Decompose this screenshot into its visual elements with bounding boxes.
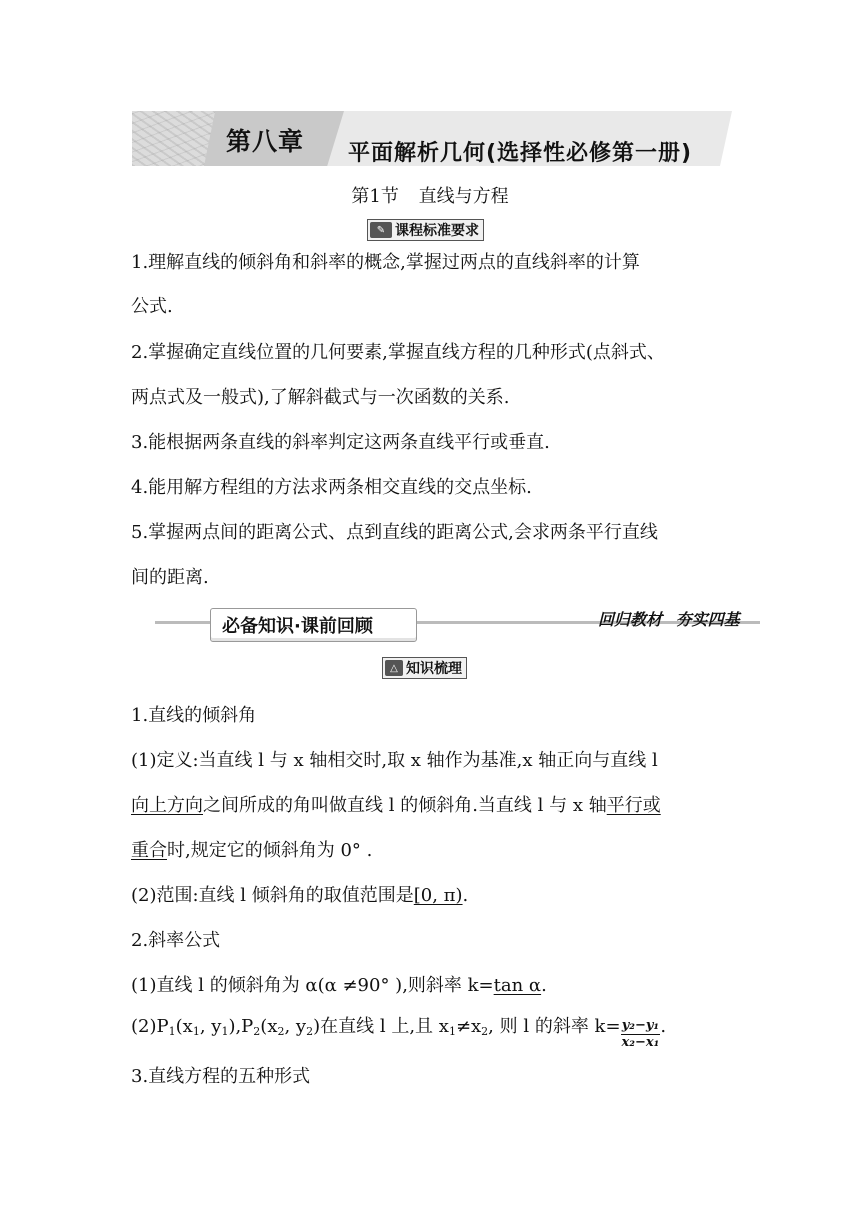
curriculum-standard-tag <box>367 219 484 241</box>
slope-text: , y <box>284 1016 307 1037</box>
slope-line-1 <box>131 974 547 998</box>
definition-line-2 <box>131 794 661 818</box>
heading-inclination: 1.直线的倾斜角 <box>131 705 257 726</box>
slope-text: , y <box>199 1016 222 1037</box>
chapter-label: 第八章 <box>226 127 305 156</box>
knowledge-banner-title: 必备知识·课前回顾 <box>222 616 373 637</box>
slope-text: )在直线 l 上,且 x <box>313 1016 449 1037</box>
blank-answer: 向上方向 <box>131 795 203 816</box>
fraction-numerator: y₂−y₁ <box>621 1018 660 1033</box>
subscript: 2 <box>481 1025 489 1038</box>
subscript: 2 <box>306 1025 314 1038</box>
slope-text: ),P <box>228 1016 254 1037</box>
definition-text: 之间所成的角叫做直线 l 的倾斜角.当直线 l 与 x 轴 <box>203 795 607 816</box>
slope-text: P <box>156 1016 169 1037</box>
knowledge-banner-slogan: 回归教材 夯实四基 <box>598 610 740 629</box>
range-line <box>131 884 468 908</box>
banner-rule-left <box>155 621 215 624</box>
definition-text: 时,规定它的倾斜角为 0° . <box>167 840 373 861</box>
subscript: 2 <box>253 1025 261 1038</box>
subscript: 1 <box>192 1025 200 1038</box>
slope-text: (x <box>175 1016 193 1037</box>
slope-line-2 <box>131 1015 666 1051</box>
subscript: 1 <box>168 1025 176 1038</box>
requirement-line: 公式. <box>131 296 173 317</box>
blank-answer: 重合 <box>131 840 167 861</box>
subscript: 1 <box>221 1025 229 1038</box>
curriculum-standard-label: 课程标准要求 <box>395 223 479 239</box>
requirement-line: 3.能根据两条直线的斜率判定这两条直线平行或垂直. <box>131 432 550 453</box>
range-end: . <box>462 885 469 906</box>
subscript: 1 <box>448 1025 456 1038</box>
requirement-line: 1.理解直线的倾斜角和斜率的概念,掌握过两点的直线斜率的计算 <box>131 252 640 273</box>
fraction-denominator: x₂−x₁ <box>621 1035 660 1050</box>
requirement-line: 5.掌握两点间的距离公式、点到直线的距离公式,会求两条平行直线 <box>131 522 658 543</box>
requirement-line: 4.能用解方程组的方法求两条相交直线的交点坐标. <box>131 477 532 498</box>
slope-text: (x <box>260 1016 278 1037</box>
slope-text: (1)直线 l 的倾斜角为 α(α ≠90° ),则斜率 k= <box>131 975 494 996</box>
knowledge-sort-icon: △ <box>385 660 403 676</box>
range-text: (2)范围:直线 l 倾斜角的取值范围是 <box>131 885 414 906</box>
slope-fraction <box>621 1018 661 1051</box>
requirement-line: 2.掌握确定直线位置的几何要素,掌握直线方程的几种形式(点斜式、 <box>131 342 665 363</box>
slope-text: , 则 l 的斜率 k= <box>488 1016 621 1037</box>
requirement-line: 两点式及一般式),了解斜截式与一次函数的关系. <box>131 387 510 408</box>
blank-answer: tan α <box>493 975 542 996</box>
slope-text: ≠x <box>455 1016 482 1037</box>
slope-end: . <box>541 975 547 996</box>
curriculum-standard-icon: ✎ <box>370 222 392 238</box>
definition-line-3 <box>131 839 372 863</box>
heading-slope-formula: 2.斜率公式 <box>131 930 221 951</box>
requirement-line: 间的距离. <box>131 567 209 588</box>
definition-line-1: (1)定义:当直线 l 与 x 轴相交时,取 x 轴作为基准,x 轴正向与直线 l <box>131 750 658 771</box>
blank-answer: [0, π) <box>413 885 463 906</box>
knowledge-sort-label: 知识梳理 <box>406 661 462 677</box>
chapter-title: 平面解析几何(选择性必修第一册) <box>348 141 693 166</box>
blank-answer: 平行或 <box>606 795 661 816</box>
slope-text: (2) <box>131 1016 157 1037</box>
slope-end: . <box>660 1016 667 1037</box>
subscript: 2 <box>277 1025 285 1038</box>
knowledge-sort-tag <box>382 657 467 679</box>
section-title: 第1节 直线与方程 <box>351 186 509 207</box>
heading-line-equation-forms: 3.直线方程的五种形式 <box>131 1066 311 1087</box>
